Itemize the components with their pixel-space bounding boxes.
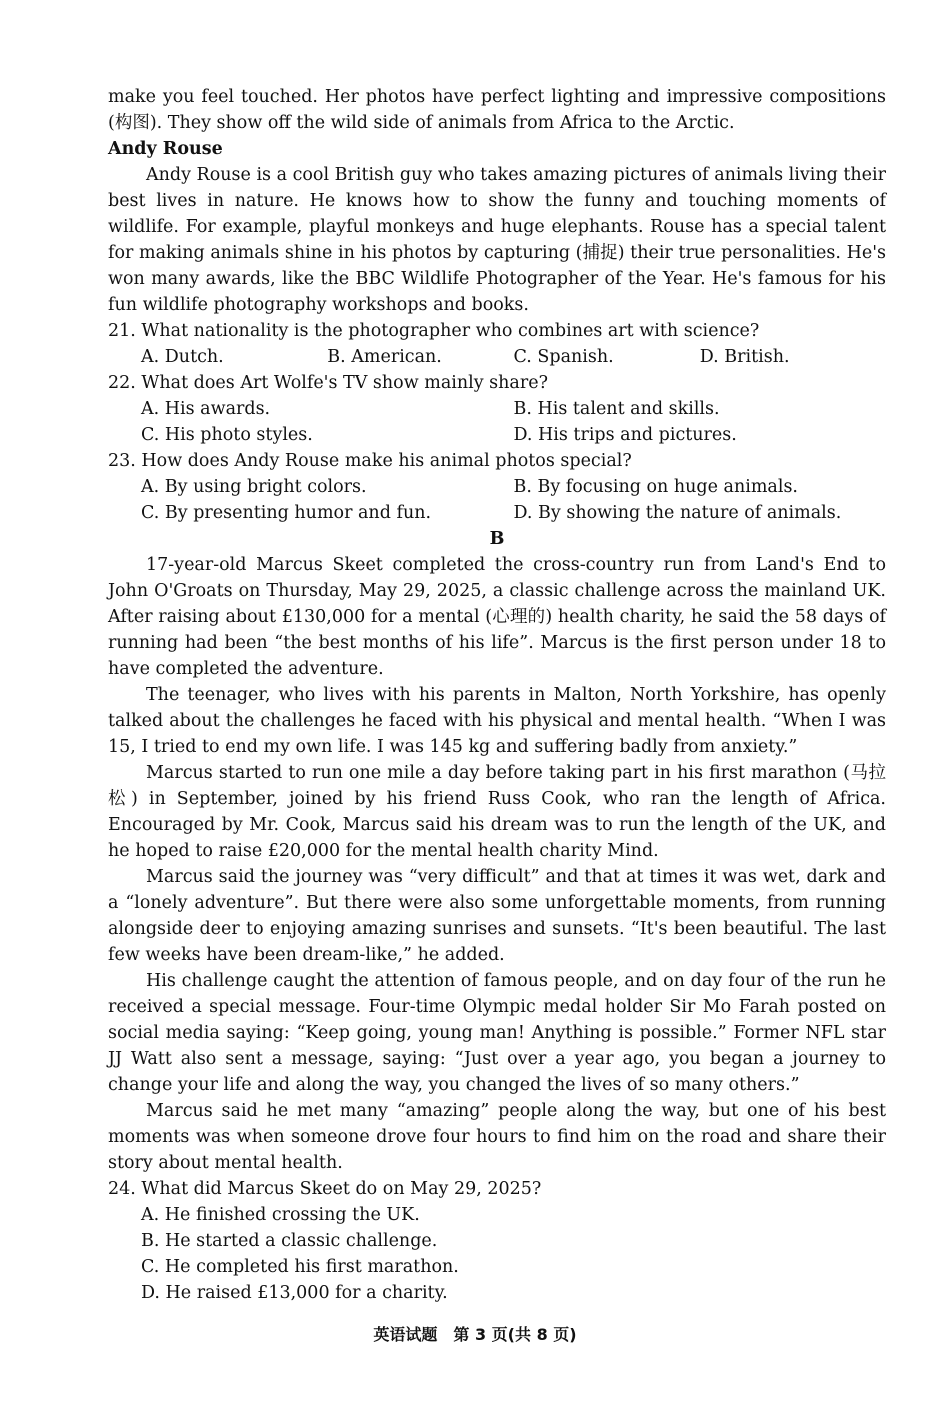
passage-b-paragraph-6: Marcus said he met many “amazing” people along the way, but one of his best moments was when someone drove four hours to find him on the road and share their story about mental health. xyxy=(108,1101,886,1173)
option-c: C. His photo styles. xyxy=(141,425,313,445)
option-a: A. Dutch. xyxy=(141,347,224,367)
option-b: B. American. xyxy=(327,347,442,367)
passage-a-paragraph-tail: make you feel touched. Her photos have perfect lighting and impressive compositions (构图). They show off the wild side of animals from Africa to the Arctic. xyxy=(108,87,886,133)
page-content xyxy=(108,84,886,1306)
passage-b-paragraph-3: Marcus started to run one mile a day before taking part in his first marathon (马拉松) in September, joined by his friend Russ Cook, who ran the length of Africa. Encouraged by Mr. Cook, Marcus said his dream was to run the length of the UK, and he hoped to raise £20,000 for the mental health charity Mind. xyxy=(108,763,886,861)
passage-b-paragraph-1: 17-year-old Marcus Skeet completed the cross-country run from Land's End to John O'Groats on Thursday, May 29, 2025, a classic challenge across the mainland UK. After raising about £130,000 for a mental (心理的) health charity, he said the 58 days of running had been “the best months of his life”. Marcus is the first person under 18 to have completed the adventure. xyxy=(108,555,886,679)
option-b: B. His talent and skills. xyxy=(513,399,720,419)
question-22-stem: 22. What does Art Wolfe's TV show mainly share? xyxy=(108,373,548,393)
passage-b-letter: B xyxy=(489,529,505,549)
passage-b-paragraph-4: Marcus said the journey was “very difficult” and that at times it was wet, dark and a “lonely adventure”. But there were also some unforgettable moments, from running alongside deer to enjoying amazing sunrises and sunsets. “It's been beautiful. The last few weeks have been dream-like,” he added. xyxy=(108,867,886,965)
option-d: D. He raised £13,000 for a charity. xyxy=(141,1283,448,1303)
option-d: D. British. xyxy=(699,347,790,367)
question-21-options xyxy=(108,344,886,370)
section-heading-andy-rouse: Andy Rouse xyxy=(108,139,223,159)
option-d: D. By showing the nature of animals. xyxy=(513,503,842,523)
option-a: A. He finished crossing the UK. xyxy=(141,1205,420,1225)
option-d: D. His trips and pictures. xyxy=(513,425,737,445)
question-23-stem: 23. How does Andy Rouse make his animal photos special? xyxy=(108,451,632,471)
passage-b-paragraph-5: His challenge caught the attention of famous people, and on day four of the run he received a special message. Four-time Olympic medal holder Sir Mo Farah posted on social media saying: “Keep going, young man! Anything is possible.” Former NFL star JJ Watt also sent a message, saying: “Just over a year ago, you began a journey to change your life and along the way, you changed the lives of so many others.” xyxy=(108,971,886,1095)
question-24-stem: 24. What did Marcus Skeet do on May 29, 2025? xyxy=(108,1179,542,1199)
question-22-options-row-2 xyxy=(108,422,886,448)
question-24-options xyxy=(108,1202,886,1306)
option-a: A. His awards. xyxy=(141,399,271,419)
option-b: B. By focusing on huge animals. xyxy=(513,477,798,497)
question-22-options-row-1 xyxy=(108,396,886,422)
question-23-options-row-1 xyxy=(108,474,886,500)
passage-b-paragraph-2: The teenager, who lives with his parents in Malton, North Yorkshire, has openly talked about the challenges he faced with his physical and mental health. “When I was 15, I tried to end my own life. I was 145 kg and suffering badly from anxiety.” xyxy=(108,685,886,757)
passage-a-paragraph-andy-rouse: Andy Rouse is a cool British guy who takes amazing pictures of animals living their best lives in nature. He knows how to show the funny and touching moments of wildlife. For example, playful monkeys and huge elephants. Rouse has a special talent for making animals shine in his photos by capturing (捕捉) their true personalities. He's won many awards, like the BBC Wildlife Photographer of the Year. He's famous for his fun wildlife photography workshops and books. xyxy=(108,165,886,315)
page-footer: 英语试题 第 3 页(共 8 页) xyxy=(373,1325,577,1344)
option-c: C. He completed his first marathon. xyxy=(141,1257,459,1277)
option-c: C. By presenting humor and fun. xyxy=(141,503,432,523)
question-21-stem: 21. What nationality is the photographer who combines art with science? xyxy=(108,321,760,341)
option-c: C. Spanish. xyxy=(513,347,614,367)
question-23-options-row-2 xyxy=(108,500,886,526)
option-a: A. By using bright colors. xyxy=(141,477,367,497)
option-b: B. He started a classic challenge. xyxy=(141,1231,438,1251)
